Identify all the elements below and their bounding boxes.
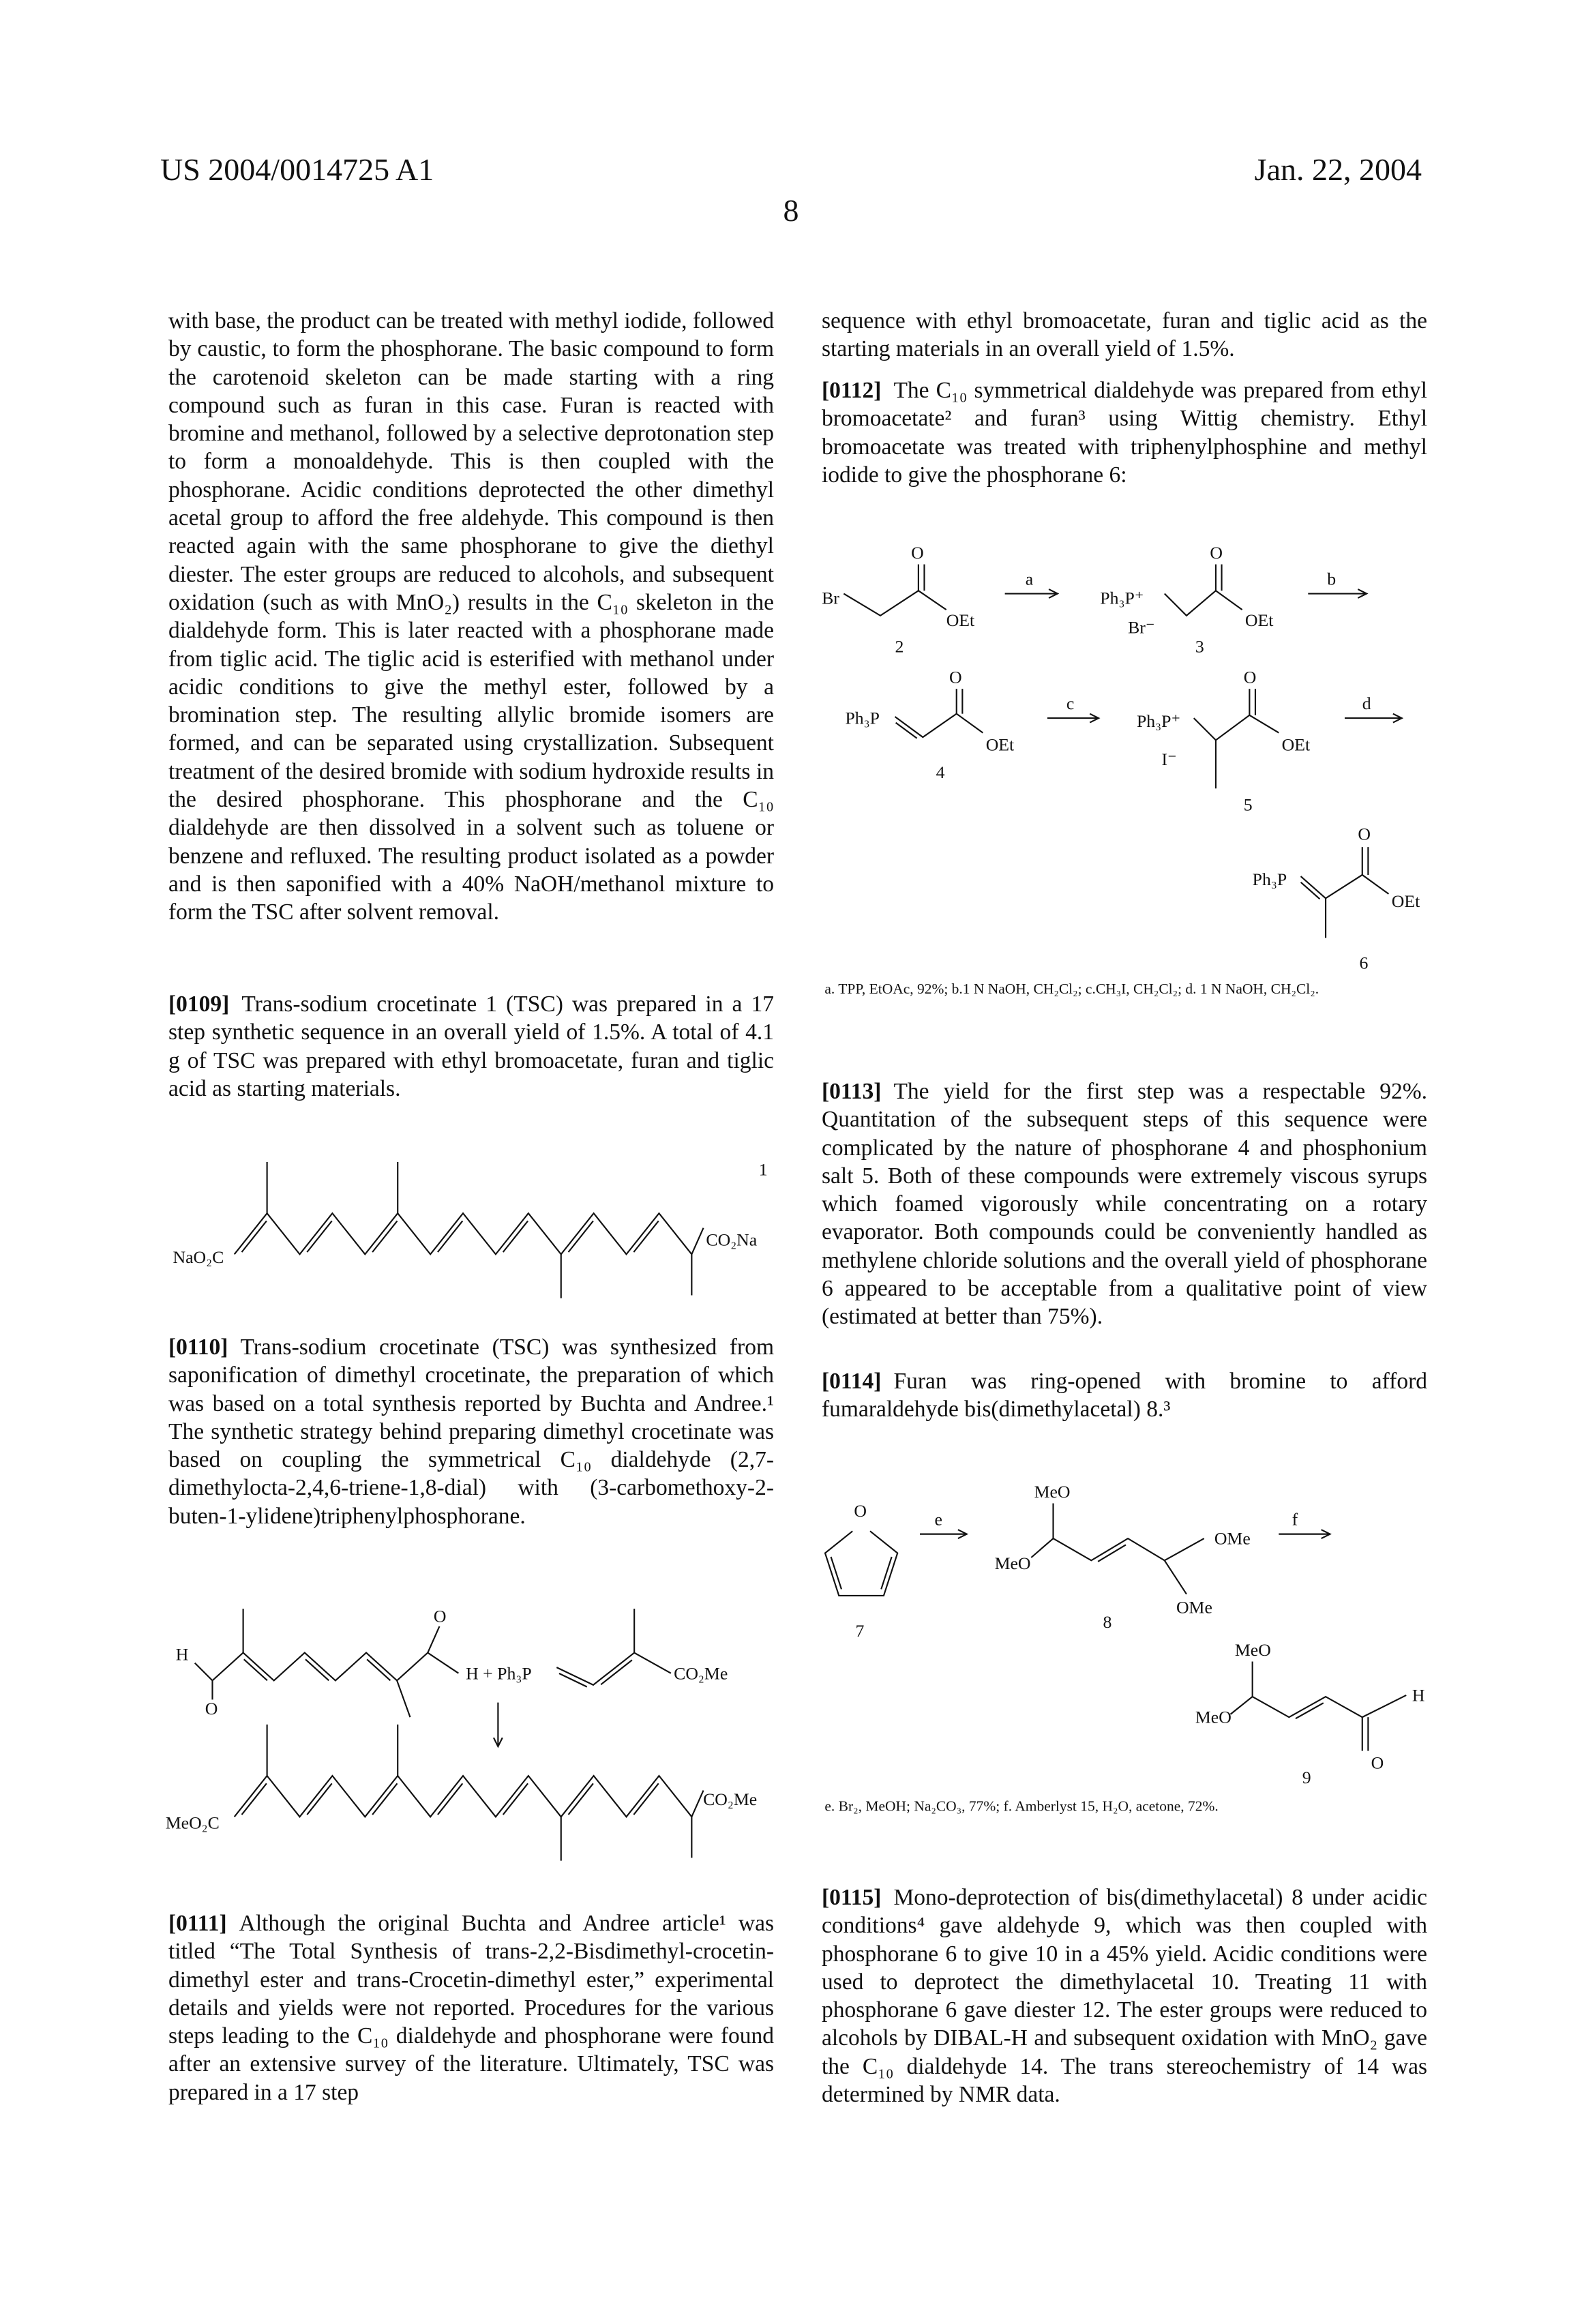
double-bond xyxy=(503,1783,528,1815)
group-label: MeO₂C xyxy=(166,1813,220,1832)
compound-number: 8 xyxy=(1103,1612,1112,1632)
scheme-phosphorane-6 xyxy=(822,543,1420,997)
scheme-furan-opening xyxy=(824,1482,1424,1815)
atom-label: O xyxy=(911,543,924,563)
atom-label: O xyxy=(854,1501,867,1521)
chain-4 xyxy=(895,714,983,737)
step-label: c xyxy=(1066,694,1074,713)
atom-label: Br⁻ xyxy=(1128,618,1154,638)
group-label: OMe xyxy=(1176,1598,1212,1618)
paragraph-text: The yield for the first step was a respectable 92%. Quantitation of the subsequent steps of this sequence were complicated by the nature of phosphorane 4 and phosphonium salt 5. Both of these compounds were extremely viscous syrups which foamed vigorously while concentrating on a rotary evaporator. Both compounds could be conveniently handled as methylene chloride solutions and the overall yield of phosphorane 6 appeared to be acceptable from a qualitative point of view (estimated at better than 75%). xyxy=(822,1079,1427,1329)
atom-label: O xyxy=(1371,1753,1384,1772)
reaction-conditions-footnote: e. Br₂, MeOH; Na₂CO₃, 77%; f. Amberlyst 15, H₂O, acetone, 72%. xyxy=(824,1798,1218,1815)
group-label: MeO xyxy=(1235,1640,1271,1660)
double-bond xyxy=(569,1783,593,1815)
publication-number: US 2004/0014725 A1 xyxy=(160,151,434,188)
double-bond xyxy=(633,1783,658,1815)
atom-label: O xyxy=(434,1607,447,1626)
double-bond xyxy=(367,1659,390,1680)
group-label: Ph₃P⁺ xyxy=(1137,711,1180,731)
double-bond xyxy=(503,1221,528,1252)
compound-number: 1 xyxy=(759,1159,768,1179)
publication-date: Jan. 22, 2004 xyxy=(1255,151,1422,188)
group-label: NaO₂C xyxy=(173,1247,224,1267)
paragraph-number: [0109] xyxy=(168,992,229,1017)
group-label: MeO xyxy=(1034,1482,1071,1502)
chain-5 xyxy=(1194,715,1279,741)
atom-label: O xyxy=(1244,668,1257,687)
double-bond xyxy=(372,1221,397,1252)
bond xyxy=(1165,1560,1186,1594)
group-label: OEt xyxy=(986,734,1015,754)
step-label: b xyxy=(1327,569,1336,589)
paragraph-number: [0115] xyxy=(822,1885,881,1910)
atom-label: O xyxy=(1358,824,1371,844)
atom-label: Br xyxy=(822,589,839,608)
compound-number: 6 xyxy=(1359,953,1368,972)
paragraph-number: [0112] xyxy=(822,378,881,403)
atom-label: H xyxy=(1412,1686,1425,1705)
compound-number: 2 xyxy=(895,636,904,656)
group-label: OEt xyxy=(1392,891,1420,911)
page-number: 8 xyxy=(0,192,1582,228)
chain-2 xyxy=(844,591,946,616)
chain-3 xyxy=(1165,591,1242,616)
step-label: f xyxy=(1292,1510,1298,1530)
step-label: d xyxy=(1362,694,1371,713)
atom-label: O xyxy=(1210,543,1223,563)
group-label: OEt xyxy=(1282,734,1311,754)
double-bond xyxy=(241,1783,266,1815)
compound-number: 9 xyxy=(1302,1768,1311,1787)
paragraph-text: The C₁₀ symmetrical dialdehyde was prepared from ethyl bromoacetate² and furan³ using Wittig chemistry. Ethyl bromoacetate was treated with triphenylphosphine and methyl iodide to give the phosphorane 6: xyxy=(822,378,1427,488)
polyene-chain xyxy=(235,1213,692,1254)
group-label: MeO xyxy=(1195,1708,1232,1727)
double-bond xyxy=(881,1557,891,1589)
double-bond xyxy=(438,1221,462,1252)
dialdehyde-chain xyxy=(195,1653,459,1681)
double-bond xyxy=(601,1660,632,1684)
step-label: e xyxy=(935,1510,942,1530)
group-label: CO₂Na xyxy=(706,1230,757,1249)
atom-label: O xyxy=(949,668,962,687)
bond xyxy=(691,1791,703,1817)
step-label: a xyxy=(1026,569,1034,589)
double-bond xyxy=(831,1557,841,1589)
group-label: CO₂Me xyxy=(674,1663,728,1683)
paragraph-text: Mono-deprotection of bis(dimethylacetal) 8 under acidic conditions⁴ gave aldehyde 9, which was then coupled with phosphorane 6 to give 10 in a 45% yield. Acidic conditions were used to deprotect the dimethylacetal 10. Treating 11 with phosphorane 6 gave diester 12. The ester groups were reduced to alcohols by DIBAL-H and subsequent oxidation with MnO₂ gave the C₁₀ dialdehyde 14. The trans stereochemistry of 14 was determined by NMR data. xyxy=(822,1885,1427,2107)
double-bond xyxy=(307,1783,331,1815)
reaction-conditions-footnote: a. TPP, EtOAc, 92%; b.1 N NaOH, CH₂Cl₂; c.CH₃I, CH₂Cl₂; d. 1 N NaOH, CH₂Cl₂. xyxy=(824,981,1319,997)
double-bond xyxy=(372,1783,397,1815)
group-label: Ph₃P xyxy=(1253,869,1287,889)
paragraph-number: [0111] xyxy=(168,1911,227,1936)
atom-label: O xyxy=(205,1699,218,1718)
paragraph-text: Trans-sodium crocetinate (TSC) was synthesized from saponification of dimethyl crocetinate, the preparation of which was based on a total synthesis reported by Buchta and Andree.¹ The synthetic strategy behind preparing dimethyl crocetinate was based on coupling the symmetrical C₁₀ dialdehyde (2,7-dimethylocta-2,4,6-triene-1,8-dial) with (3-carbomethoxy-2-buten-1-ylidene)triphenylphosphorane. xyxy=(168,1335,774,1529)
patent-page xyxy=(0,0,1582,2324)
group-label: OMe xyxy=(1214,1529,1251,1549)
paragraph-text: Although the original Buchta and Andree article¹ was titled “The Total Synthesis of trans-2,2-Bisdimethyl-crocetin-dimethyl ester and trans-Crocetin-dimethyl ester,” experimental details and yields were not reported. Procedures for the various steps leading to the C₁₀ dialdehyde and phosphorane were found after an extensive survey of the literature. Ultimately, TSC was prepared in a 17 step xyxy=(168,1911,774,2105)
group-label: OEt xyxy=(946,610,975,630)
double-bond xyxy=(305,1659,329,1680)
group-label: OEt xyxy=(1245,610,1274,630)
paragraph-number: [0114] xyxy=(822,1369,881,1394)
compound-number: 7 xyxy=(856,1621,865,1641)
paragraph-number: [0110] xyxy=(168,1335,228,1360)
group-label: Ph₃P xyxy=(845,709,880,728)
paragraph-text: Furan was ring-opened with bromine to afford fumaraldehyde bis(dimethylacetal) 8.³ xyxy=(822,1369,1427,1422)
compound-number: 3 xyxy=(1195,636,1204,656)
double-bond xyxy=(569,1221,593,1252)
methyl xyxy=(397,1680,410,1717)
atom-label: H + Ph₃P xyxy=(466,1663,532,1683)
paragraph-number: [0113] xyxy=(822,1079,881,1104)
double-bond xyxy=(633,1221,658,1252)
group-label: MeO xyxy=(995,1553,1031,1573)
double-bond xyxy=(438,1783,462,1815)
paragraph-text: sequence with ethyl bromoacetate, furan and tiglic acid as the starting materials in an overall yield of 1.5%. xyxy=(822,308,1427,361)
paragraph-text: Trans-sodium crocetinate 1 (TSC) was prepared in a 17 step synthetic sequence in an overall yield of 1.5%. A total of 4.1 g of TSC was prepared with ethyl bromoacetate, furan and tiglic acid as starting materials. xyxy=(168,992,774,1101)
carbonyl xyxy=(428,1626,439,1653)
group-label: CO₂Me xyxy=(703,1789,757,1809)
atom-label: I⁻ xyxy=(1161,749,1176,769)
paragraph-text: with base, the product can be treated with methyl iodide, followed by caustic, to form the phosphorane. The basic compound to form the carotenoid skeleton can be made starting with a ring compound such as furan in this case. Furan is reacted with bromine and methanol, followed by a selective deprotonation step to form a monoaldehyde. This is then coupled with the phosphorane. Acidic conditions deprotected the other dimethyl acetal group to afford the free aldehyde. This compound is then reacted again with the same phosphorane to give the diethyl diester. The ester groups are reduced to alcohols, and subsequent oxidation (such as with MnO₂) results in the C₁₀ skeleton in the dialdehyde form. This is later reacted with a phosphorane made from tiglic acid. The tiglic acid is esterified with methanol under acidic conditions to give the methyl ester, followed by a bromination step. The resulting allylic bromide isomers are formed, and can be separated using crystallization. Subsequent treatment of the desired bromide with sodium hydroxide results in the desired phosphorane. This phosphorane and the C₁₀ dialdehyde are then dissolved in a solvent such as toluene or benzene and refluxed. The resulting product isolated as a powder and is then saponified with a 40% NaOH/methanol mixture to form the TSC after solvent removal. xyxy=(168,308,774,925)
bond xyxy=(691,1228,703,1255)
atom-label: H xyxy=(176,1644,189,1664)
compound-number: 5 xyxy=(1244,794,1253,814)
furan-ring xyxy=(825,1531,897,1596)
double-bond xyxy=(241,1221,266,1252)
double-bond xyxy=(244,1659,267,1680)
polyene-chain xyxy=(235,1776,692,1817)
double-bond xyxy=(307,1221,331,1252)
structure-1 xyxy=(173,1159,767,1267)
compound-number: 4 xyxy=(936,762,945,782)
chemical-structures xyxy=(0,0,1582,2324)
group-label: Ph₃P⁺ xyxy=(1100,589,1144,608)
bond-lines xyxy=(195,565,1407,1861)
